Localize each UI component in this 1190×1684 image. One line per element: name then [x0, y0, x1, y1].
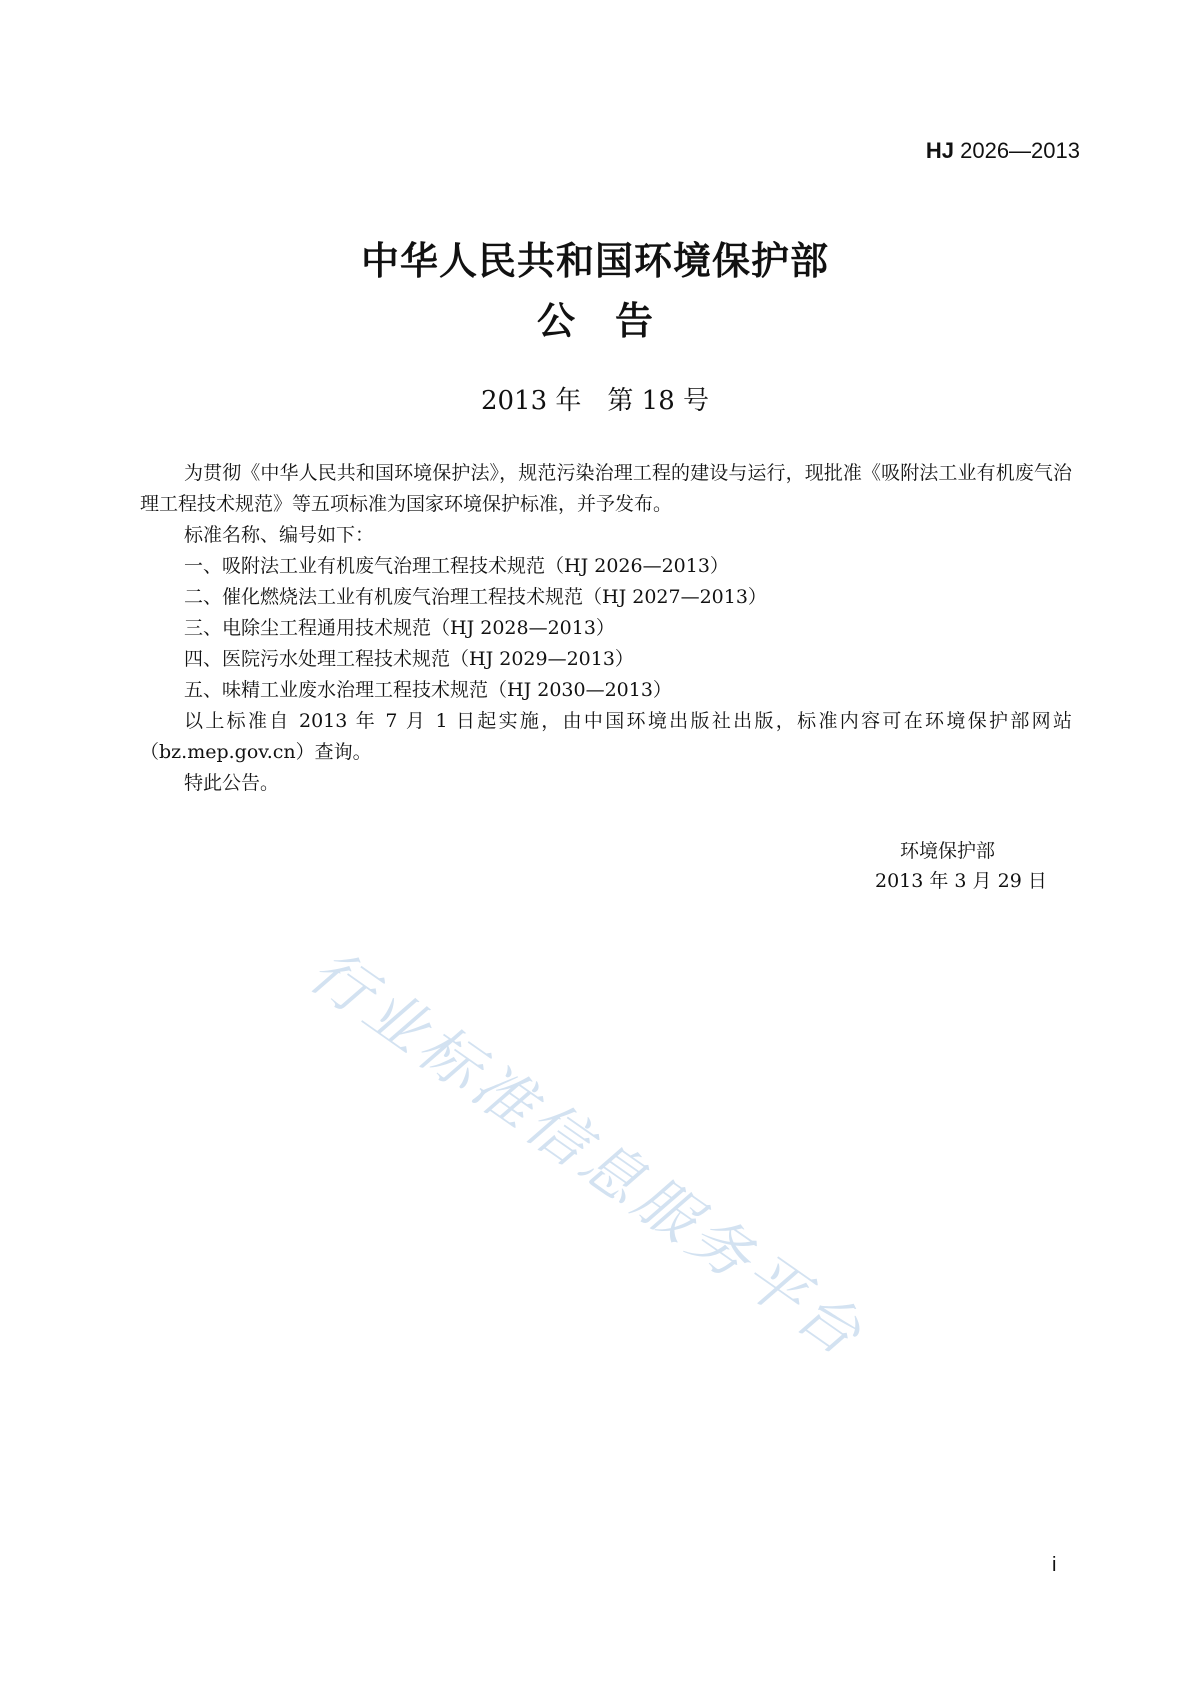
intro-paragraph: 为贯彻《中华人民共和国环境保护法》，规范污染治理工程的建设与运行，现批准《吸附法工业有机废气治理工程技术规范》等五项标准为国家环境保护标准，并予发布。	[140, 462, 1072, 515]
document-title: 中华人民共和国环境保护部	[360, 239, 829, 283]
standard-item-4: 四、医院污水处理工程技术规范（HJ 2029—2013）	[184, 648, 634, 670]
signature-org: 环境保护部	[900, 840, 996, 862]
standard-item-2: 二、催化燃烧法工业有机废气治理工程技术规范（HJ 2027—2013）	[184, 586, 767, 608]
standard-item-5: 五、味精工业废水治理工程技术规范（HJ 2030—2013）	[184, 679, 672, 701]
signature-date: 2013 年 3 月 29 日	[875, 870, 1047, 892]
implementation-paragraph: 以上标准自 2013 年 7 月 1 日起实施，由中国环境出版社出版，标准内容可在环境保护部网站（bz.mep.gov.cn）查询。	[140, 710, 1072, 763]
page-number: i	[1052, 1554, 1057, 1576]
standard-code-number: 2026—2013	[960, 138, 1080, 163]
announcement-body	[140, 458, 1072, 799]
standard-code	[926, 138, 1080, 164]
document-subtitle: 公告	[536, 299, 693, 343]
standard-item-3: 三、电除尘工程通用技术规范（HJ 2028—2013）	[184, 617, 615, 639]
issue-number: 2013 年 第 18 号	[480, 386, 710, 416]
list-heading: 标准名称、编号如下：	[184, 524, 375, 546]
standard-item-1: 一、吸附法工业有机废气治理工程技术规范（HJ 2026—2013）	[184, 555, 729, 577]
standard-code-prefix: HJ	[925, 138, 954, 163]
watermark: 行业标准信息服务平台	[296, 936, 878, 1373]
closing-line: 特此公告。	[184, 772, 280, 794]
